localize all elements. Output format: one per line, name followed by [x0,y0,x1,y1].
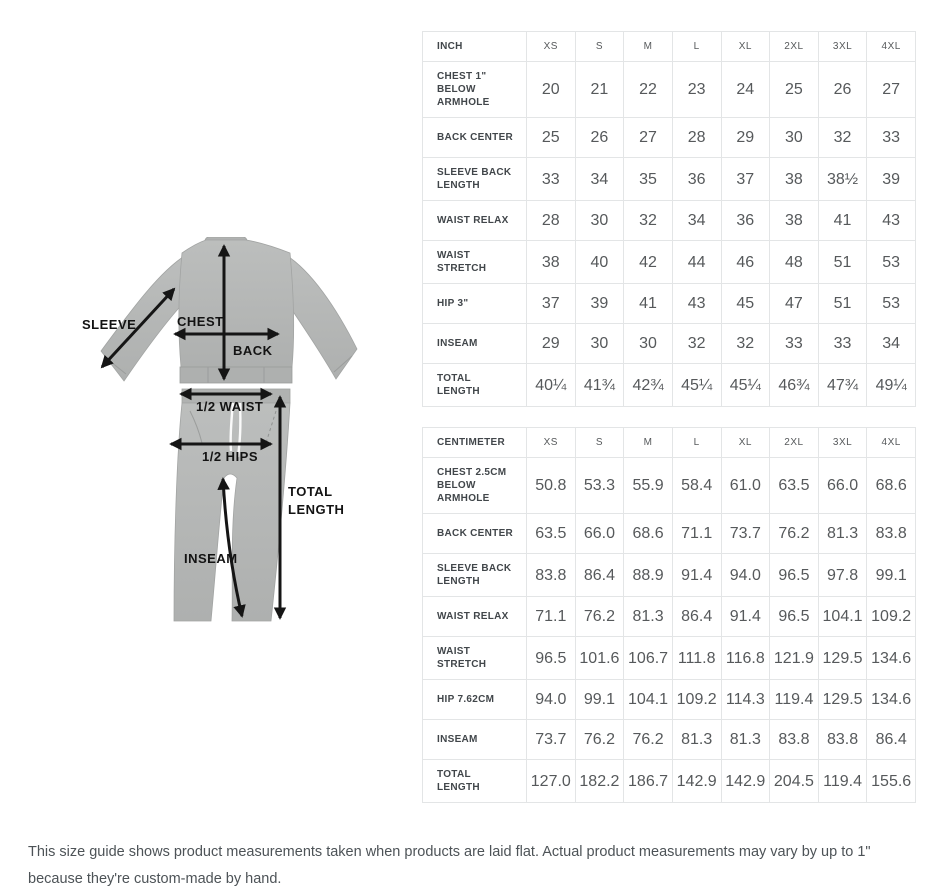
back-label: BACK [233,343,273,358]
size-header: M [624,32,673,62]
measurement-label: WAIST STRETCH [423,241,527,284]
measurement-value: 43 [672,284,721,324]
measurement-value: 33 [867,118,916,158]
measurement-value: 30 [575,324,624,364]
total-length-label-line1: TOTAL [288,484,333,499]
measurement-value: 127.0 [527,760,576,803]
size-header-row [423,428,916,458]
measurement-value: 36 [672,158,721,201]
measurement-value: 109.2 [672,680,721,720]
measurement-value: 25 [527,118,576,158]
measurement-value: 53.3 [575,458,624,514]
measurement-value: 86.4 [575,554,624,597]
measurement-value: 41 [624,284,673,324]
measurement-value: 39 [575,284,624,324]
size-header: XS [527,428,576,458]
measurement-label: BACK CENTER [423,514,527,554]
measurement-value: 83.8 [867,514,916,554]
measurement-value: 134.6 [867,637,916,680]
measurement-label: WAIST STRETCH [423,637,527,680]
measurement-value: 76.2 [770,514,819,554]
measurement-label: HIP 3" [423,284,527,324]
measurement-value: 155.6 [867,760,916,803]
measurement-value: 45¼ [721,364,770,407]
measurement-row [423,760,916,803]
measurement-value: 81.3 [721,720,770,760]
size-header: 3XL [818,32,867,62]
measurement-label: TOTAL LENGTH [423,364,527,407]
measurement-value: 34 [867,324,916,364]
measurement-label: WAIST RELAX [423,597,527,637]
measurement-value: 34 [575,158,624,201]
chest-label: CHEST [177,314,224,329]
measurement-value: 96.5 [770,554,819,597]
measurement-value: 23 [672,62,721,118]
measurement-value: 63.5 [527,514,576,554]
measurement-value: 49¼ [867,364,916,407]
measurement-value: 36 [721,201,770,241]
pants-illustration [174,389,290,621]
measurement-value: 94.0 [721,554,770,597]
size-header: XL [721,32,770,62]
size-header: L [672,32,721,62]
measurement-label: CHEST 1" BELOW ARMHOLE [423,62,527,118]
measurement-row [423,284,916,324]
size-header: XL [721,428,770,458]
measurement-value: 58.4 [672,458,721,514]
measurement-value: 47 [770,284,819,324]
measurement-value: 37 [527,284,576,324]
unit-header: INCH [423,32,527,62]
measurement-value: 34 [672,201,721,241]
measurement-value: 129.5 [818,637,867,680]
size-header: L [672,428,721,458]
size-header: 2XL [770,32,819,62]
size-header: M [624,428,673,458]
measurement-row [423,62,916,118]
measurement-value: 27 [624,118,673,158]
size-guide-note: This size guide shows product measurements taken when products are laid flat. Actual product measurements may vary by up to 1" because they're custom-made by hand. [28,844,871,887]
measurement-value: 142.9 [721,760,770,803]
measurement-value: 109.2 [867,597,916,637]
measurement-value: 55.9 [624,458,673,514]
measurement-value: 26 [575,118,624,158]
measurement-row [423,201,916,241]
measurement-value: 86.4 [672,597,721,637]
measurement-row [423,637,916,680]
measurement-value: 91.4 [672,554,721,597]
measurement-value: 45 [721,284,770,324]
measurement-value: 48 [770,241,819,284]
measurement-value: 182.2 [575,760,624,803]
measurement-value: 96.5 [527,637,576,680]
measurement-value: 33 [527,158,576,201]
measurement-value: 61.0 [721,458,770,514]
measurement-value: 186.7 [624,760,673,803]
garment-diagram [40,237,410,637]
measurement-value: 28 [527,201,576,241]
pants-legs [174,403,290,621]
measurement-value: 96.5 [770,597,819,637]
measurement-value: 42¾ [624,364,673,407]
measurement-value: 66.0 [818,458,867,514]
measurement-value: 81.3 [672,720,721,760]
measurement-label: TOTAL LENGTH [423,760,527,803]
size-header: S [575,428,624,458]
measurement-label: CHEST 2.5CM BELOW ARMHOLE [423,458,527,514]
measurement-value: 81.3 [818,514,867,554]
measurement-value: 119.4 [818,760,867,803]
measurement-value: 101.6 [575,637,624,680]
measurement-value: 114.3 [721,680,770,720]
measurement-value: 32 [818,118,867,158]
measurement-value: 73.7 [527,720,576,760]
size-header: S [575,32,624,62]
measurement-value: 142.9 [672,760,721,803]
measurement-value: 68.6 [867,458,916,514]
half-hips-label: 1/2 HIPS [202,449,259,464]
measurement-value: 30 [770,118,819,158]
measurement-value: 38 [770,201,819,241]
measurement-label: SLEEVE BACK LENGTH [423,158,527,201]
measurement-value: 39 [867,158,916,201]
measurement-value: 47¾ [818,364,867,407]
measurement-value: 134.6 [867,680,916,720]
measurement-value: 81.3 [624,597,673,637]
measurement-value: 76.2 [624,720,673,760]
measurement-label: SLEEVE BACK LENGTH [423,554,527,597]
measurement-value: 30 [624,324,673,364]
measurement-value: 63.5 [770,458,819,514]
inseam-label: INSEAM [184,551,238,566]
measurement-value: 104.1 [624,680,673,720]
measurement-value: 66.0 [575,514,624,554]
measurement-value: 41 [818,201,867,241]
size-header: 3XL [818,428,867,458]
measurement-row [423,364,916,407]
measurement-value: 37 [721,158,770,201]
measurement-value: 25 [770,62,819,118]
measurement-value: 45¼ [672,364,721,407]
measurement-value: 121.9 [770,637,819,680]
measurement-value: 50.8 [527,458,576,514]
measurement-value: 32 [624,201,673,241]
measurement-value: 88.9 [624,554,673,597]
measurement-value: 76.2 [575,597,624,637]
measurement-value: 38 [527,241,576,284]
size-header: 4XL [867,428,916,458]
measurement-label: INSEAM [423,720,527,760]
measurement-value: 40 [575,241,624,284]
measurement-row [423,597,916,637]
measurement-value: 33 [770,324,819,364]
measurement-row [423,118,916,158]
size-header: XS [527,32,576,62]
measurement-label: HIP 7.62CM [423,680,527,720]
measurement-value: 32 [721,324,770,364]
measurement-row [423,680,916,720]
measurement-label: INSEAM [423,324,527,364]
measurement-value: 119.4 [770,680,819,720]
measurement-value: 83.8 [818,720,867,760]
jacket-illustration [101,237,357,383]
size-header: 4XL [867,32,916,62]
measurement-value: 44 [672,241,721,284]
measurement-value: 21 [575,62,624,118]
measurement-value: 76.2 [575,720,624,760]
measurement-value: 27 [867,62,916,118]
measurement-value: 204.5 [770,760,819,803]
measurement-row [423,324,916,364]
measurement-value: 129.5 [818,680,867,720]
measurement-value: 97.8 [818,554,867,597]
measurement-value: 83.8 [770,720,819,760]
measurement-value: 46¾ [770,364,819,407]
measurement-value: 30 [575,201,624,241]
size-header-row [423,32,916,62]
measurement-value: 116.8 [721,637,770,680]
measurement-value: 71.1 [672,514,721,554]
total-length-label-line2: LENGTH [288,502,345,517]
half-waist-label: 1/2 WAIST [196,399,264,414]
measurement-value: 35 [624,158,673,201]
measurement-value: 68.6 [624,514,673,554]
measurement-row [423,241,916,284]
measurement-value: 29 [721,118,770,158]
size-header: 2XL [770,428,819,458]
measurement-value: 20 [527,62,576,118]
measurement-value: 43 [867,201,916,241]
measurement-value: 41¾ [575,364,624,407]
measurement-value: 38½ [818,158,867,201]
measurement-value: 73.7 [721,514,770,554]
measurement-value: 38 [770,158,819,201]
inch-size-table [422,31,916,407]
measurement-value: 24 [721,62,770,118]
measurement-row [423,720,916,760]
measurement-value: 29 [527,324,576,364]
measurement-value: 53 [867,284,916,324]
measurement-value: 94.0 [527,680,576,720]
measurement-label: BACK CENTER [423,118,527,158]
measurement-value: 86.4 [867,720,916,760]
measurement-value: 91.4 [721,597,770,637]
measurement-value: 71.1 [527,597,576,637]
centimeter-size-table [422,427,916,803]
measurement-value: 22 [624,62,673,118]
measurement-value: 42 [624,241,673,284]
measurement-row [423,514,916,554]
measurement-value: 99.1 [867,554,916,597]
measurement-value: 28 [672,118,721,158]
sleeve-label: SLEEVE [82,317,137,332]
measurement-value: 33 [818,324,867,364]
measurement-value: 46 [721,241,770,284]
garment-measurement-figure [40,237,410,637]
measurement-value: 32 [672,324,721,364]
size-tables [422,31,916,803]
measurement-value: 83.8 [527,554,576,597]
measurement-value: 104.1 [818,597,867,637]
measurement-value: 99.1 [575,680,624,720]
measurement-value: 53 [867,241,916,284]
jacket-hem-band [180,367,292,383]
measurement-value: 40¼ [527,364,576,407]
measurement-row [423,554,916,597]
unit-header: CENTIMETER [423,428,527,458]
measurement-value: 51 [818,284,867,324]
measurement-label: WAIST RELAX [423,201,527,241]
measurement-value: 111.8 [672,637,721,680]
measurement-value: 106.7 [624,637,673,680]
measurement-row [423,458,916,514]
measurement-value: 51 [818,241,867,284]
measurement-value: 26 [818,62,867,118]
measurement-row [423,158,916,201]
